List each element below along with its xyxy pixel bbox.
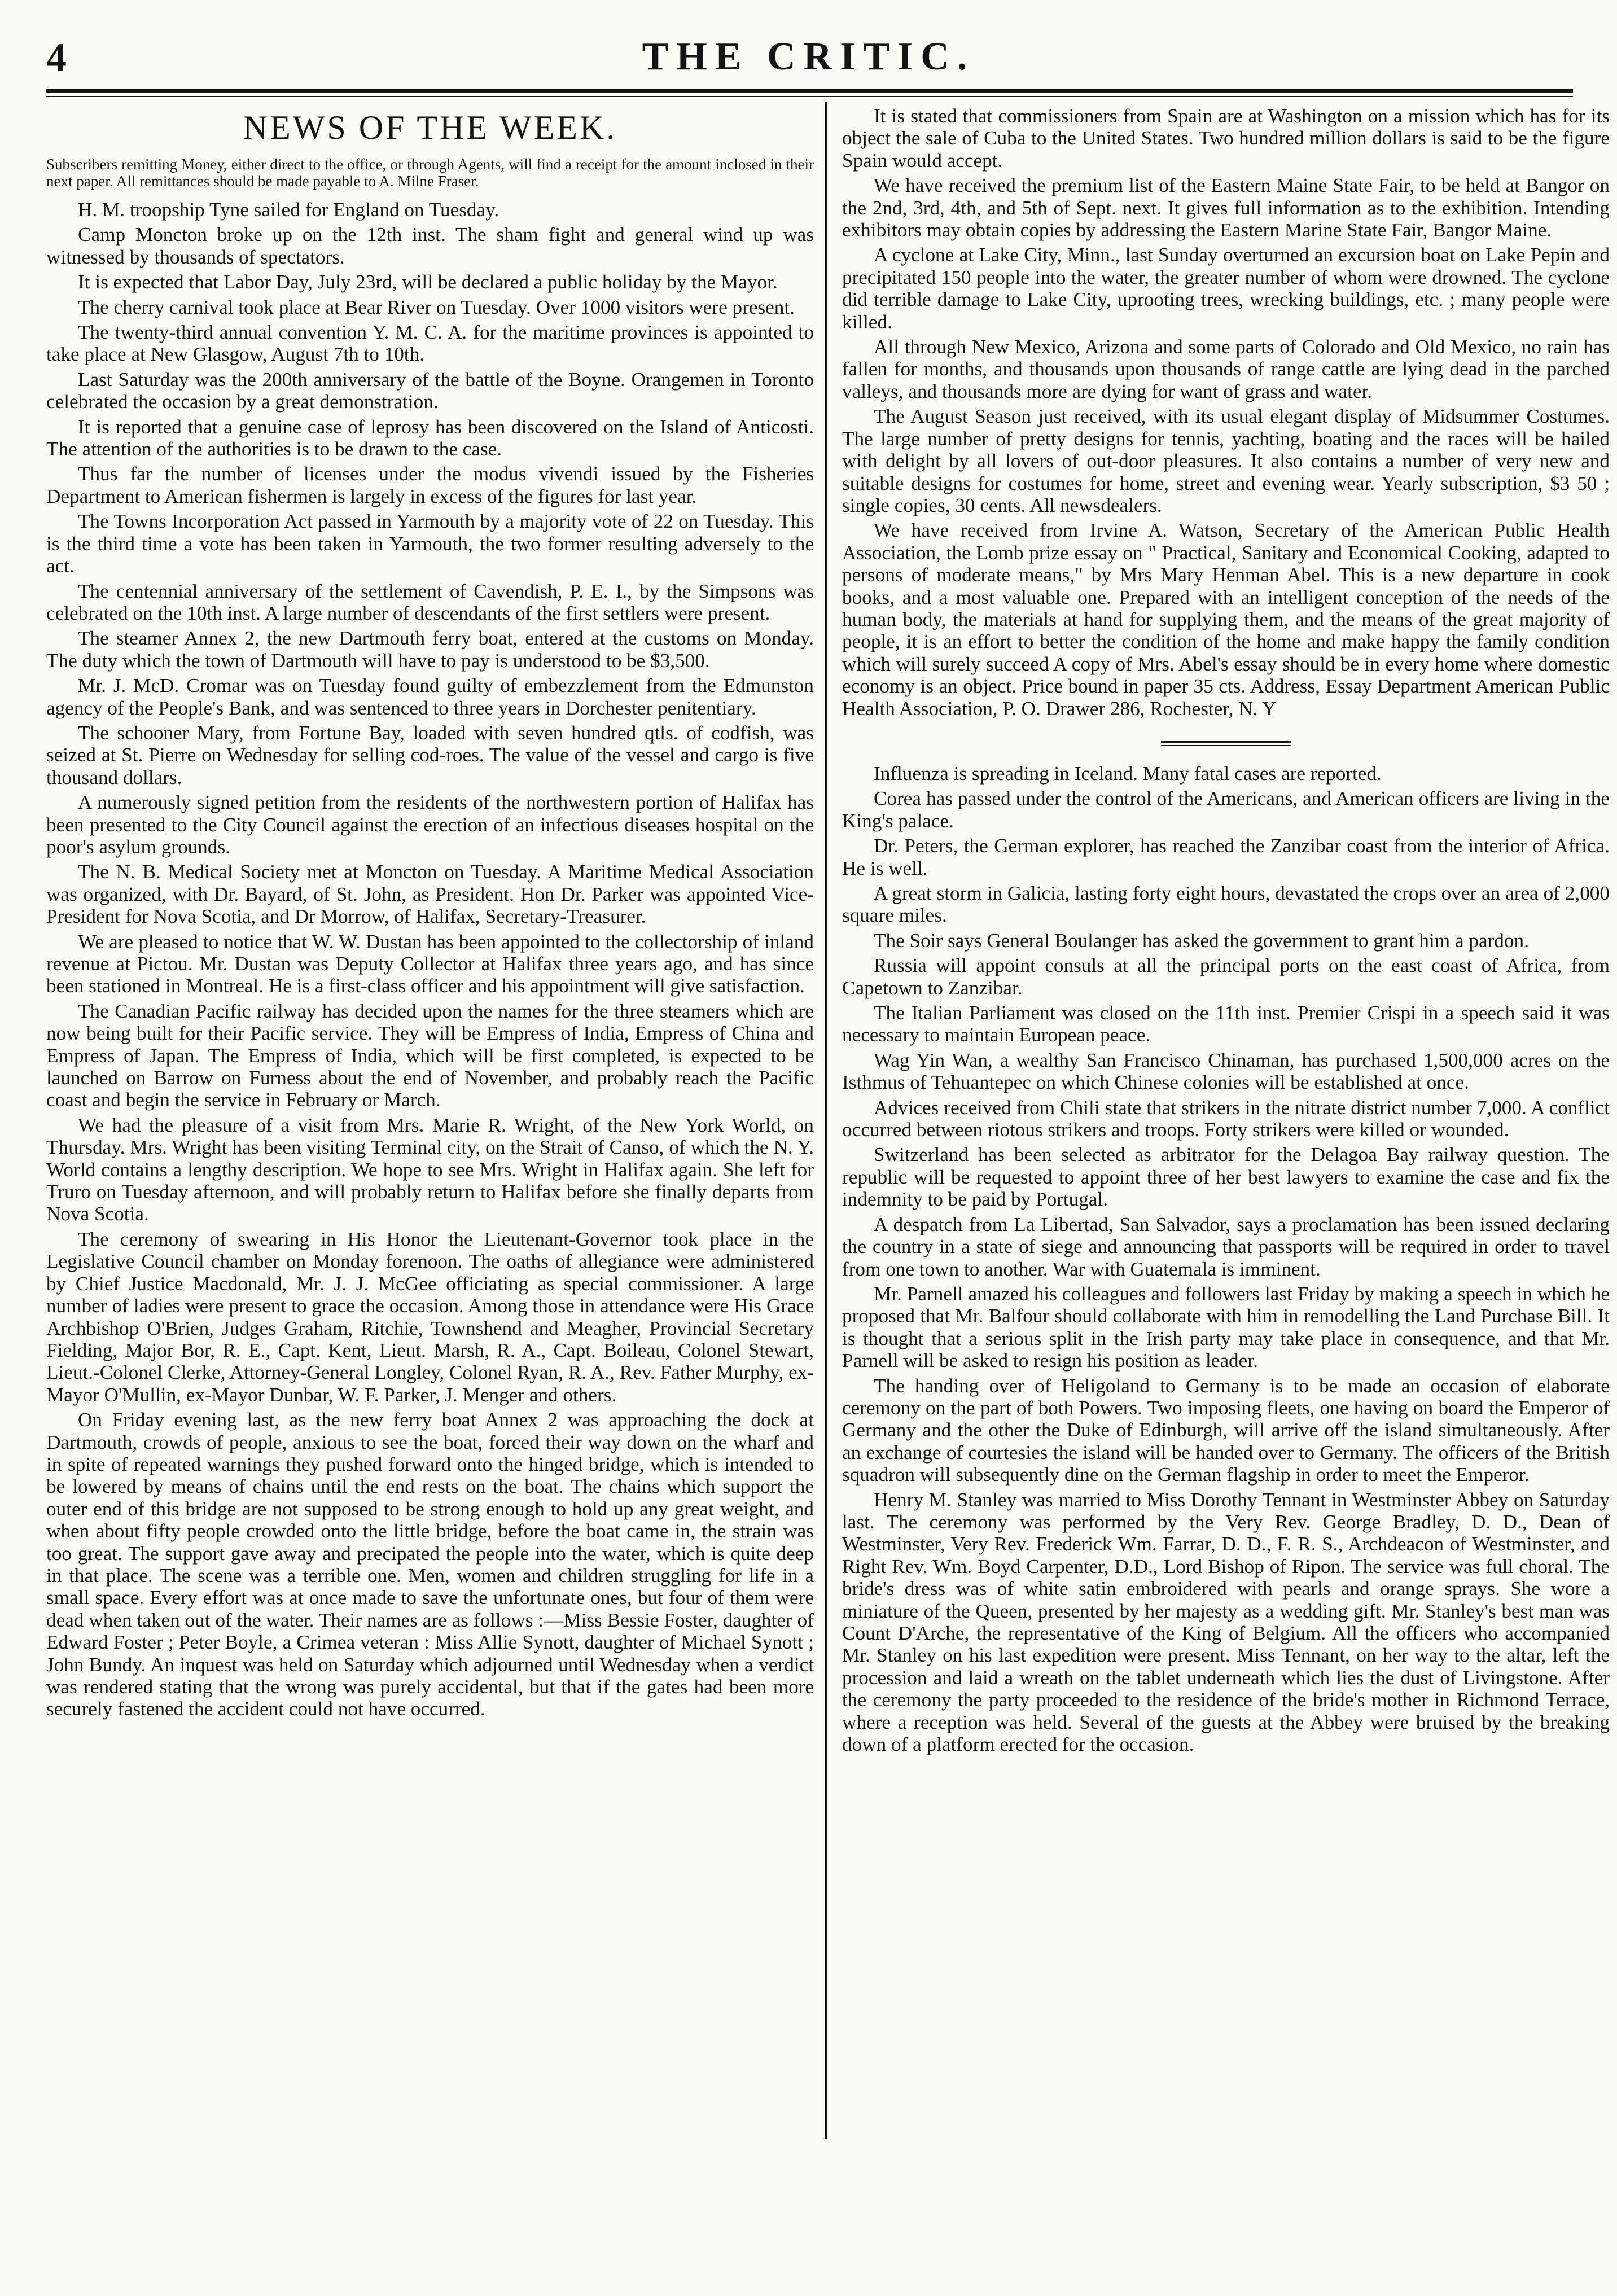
- news-item: The Towns Incorporation Act passed in Yarmouth by a majority vote of 22 on Tuesday. This is the third time a vote has been taken in Yarmouth, the two former resulting adversely to the act.: [46, 510, 814, 577]
- news-item: Advices received from Chili state that strikers in the nitrate district number 7,000. A conflict occurred between riotous strikers and troops. Forty strikers were killed or wounded.: [842, 1096, 1610, 1141]
- section-separator: [1161, 741, 1291, 743]
- section-title: NEWS OF THE WEEK.: [243, 109, 617, 146]
- news-item: Switzerland has been selected as arbitrator for the Delagoa Bay railway question. The republic will be requested to appoint three of her best lawyers to examine the case and fix the indemnity to be paid by Portugal.: [842, 1143, 1610, 1211]
- news-item: H. M. troopship Tyne sailed for England on Tuesday.: [78, 199, 499, 221]
- news-item: It is reported that a genuine case of leprosy has been discovered on the Island of Anticosti. The attention of the authorities is to be drawn to the case.: [46, 415, 814, 461]
- header-rule: [46, 89, 1573, 93]
- right-column: [842, 105, 1610, 1758]
- news-item: Mr. J. McD. Cromar was on Tuesday found guilty of embezzlement from the Edmunston agency of the People's Bank, and was sentenced to three years in Dorchester penitentiary.: [46, 674, 814, 719]
- page-number: 4: [46, 35, 67, 80]
- news-item: The centennial anniversary of the settlement of Cavendish, P. E. I., by the Simpsons was celebrated on the 10th inst. A large number of descendants of the first settlers were present.: [46, 580, 814, 624]
- news-item: A despatch from La Libertad, San Salvador, says a proclamation has been issued declaring the country in a state of siege and announcing that passports will be required in order to travel from one town to another. War with Guatemala is imminent.: [842, 1213, 1610, 1280]
- news-item: Thus far the number of licenses under the modus vivendi issued by the Fisheries Department to American fishermen is largely in excess of the figures for last year.: [46, 463, 814, 507]
- left-news-items: [46, 199, 814, 1720]
- column-divider: [825, 102, 827, 2139]
- news-item: Last Saturday was the 200th anniversary of the battle of the Boyne. Orangemen in Toronto celebrated the occasion by a great demonstration.: [46, 368, 814, 413]
- news-item: A great storm in Galicia, lasting forty eight hours, devastated the crops over an area of 2,000 square miles.: [842, 882, 1610, 927]
- news-item: Mr. Parnell amazed his colleagues and followers last Friday by making a speech in which he proposed that Mr. Balfour should collaborate with him in remodelling the Land Purchase Bill. It is thought that a serious split in the Irish party may take place in consequence, and that Mr. Parnell will be asked to resign his position as leader.: [842, 1282, 1610, 1372]
- news-item: It is stated that commissioners from Spain are at Washington on a mission which has for its object the sale of Cuba to the United States. Two hundred million dollars is said to be the figure Spain would accept.: [842, 105, 1610, 172]
- news-item: All through New Mexico, Arizona and some parts of Colorado and Old Mexico, no rain has fallen for months, and thousands upon thousands of range cattle are lying dead in the parched valleys, and thousands more are dying for want of grass and water.: [842, 336, 1610, 402]
- news-item: Wag Yin Wan, a wealthy San Francisco Chinaman, has purchased 1,500,000 acres on the Isthmus of Tehuantepec on which Chinese colonies will be established at once.: [842, 1049, 1610, 1094]
- header-rule-thin: [46, 96, 1573, 97]
- news-item: A cyclone at Lake City, Minn., last Sunday overturned an excursion boat on Lake Pepin and precipitated 150 people into the water, the greater number of whom were drowned. The cyclone did terrible damage to Lake City, uprooting trees, wrecking buildings, etc. ; many people were killed.: [842, 244, 1610, 333]
- news-item: Dr. Peters, the German explorer, has reached the Zanzibar coast from the interior of Africa. He is well.: [842, 835, 1610, 879]
- news-item: The August Season just received, with its usual elegant display of Midsummer Costumes. The large number of pretty designs for tennis, yachting, boating and the races will be hailed with delight by all lovers of out-door pleasures. It also contains a number of very new and suitable designs for costumes for home, street and evening wear. Yearly subscription, $3 50 ; single copies, 30 cents. All newsdealers.: [842, 405, 1610, 516]
- news-item: The Canadian Pacific railway has decided upon the names for the three steamers which are now being built for their Pacific service. They will be Empress of India, Empress of China and Empress of Japan. The Empress of India, which will be first completed, is expected to be launched on Barrow on Furness about the end of November, and probably reach the Pacific coast and begin the service in February or March.: [46, 1000, 814, 1111]
- subscriber-notice: Subscribers remitting Money, either direct to the office, or through Agents, will find a receipt for the amount inclosed in their next paper. All remittances should be made payable to A. Milne Fraser.: [46, 156, 814, 190]
- news-item: The Soir says General Boulanger has asked the government to grant him a pardon.: [874, 929, 1529, 952]
- news-item: The twenty-third annual convention Y. M. C. A. for the maritime provinces is appointed to take place at New Glasgow, August 7th to 10th.: [46, 321, 814, 366]
- news-item: We had the pleasure of a visit from Mrs. Marie R. Wright, of the New York World, on Thursday. Mrs. Wright has been visiting Terminal city, on the Strait of Canso, of which the N. Y. World contains a lengthy description. We hope to see Mrs. Wright in Halifax again. She left for Truro on Tuesday afternoon, and will probably return to Halifax before she finally departs from Nova Scotia.: [46, 1114, 814, 1225]
- news-item: We have received from Irvine A. Watson, Secretary of the American Public Health Association, the Lomb prize essay on " Practical, Sanitary and Economical Cooking, adapted to persons of moderate means," by Mrs Mary Henman Abel. This is a new departure in cook books, and a most valuable one. Prepared with an intelligent conception of the needs of the human body, the materials at hand for supplying them, and the means of the great majority of people, it is an effort to better the condition of the home and make happy the family condition which will surely succeed A copy of Mrs. Abel's essay should be in every home where domestic economy is an object. Price bound in paper 35 cts. Address, Essay Department American Public Health Association, P. O. Drawer 286, Rochester, N. Y: [842, 519, 1610, 720]
- news-item: Corea has passed under the control of the Americans, and American officers are living in the King's palace.: [842, 787, 1610, 832]
- masthead-title: THE CRITIC.: [642, 35, 975, 78]
- news-item: The steamer Annex 2, the new Dartmouth ferry boat, entered at the customs on Monday. The duty which the town of Dartmouth will have to pay is understood to be $3,500.: [46, 627, 814, 672]
- news-item: The ceremony of swearing in His Honor the Lieutenant-Governor took place in the Legislative Council chamber on Monday forenoon. The oaths of allegiance were administered by Chief Justice Macdonald, Mr. J. J. McGee officiating as special commissioner. A large number of ladies were present to grace the occasion. Among those in attendance were His Grace Archbishop O'Brien, Judges Graham, Ritchie, Townshend and Meagher, Provincial Secretary Fielding, Major Bor, R. E., Capt. Kent, Lieut. Marsh, R. A., Capt. Boileau, Colonel Stewart, Lieut.-Colonel Clerke, Attorney-General Longley, Colonel Ryan, R. A., Rev. Father Murphy, ex-Mayor O'Mullin, ex-Mayor Dunbar, W. F. Parker, J. Menger and others.: [46, 1228, 814, 1406]
- news-item: A numerously signed petition from the residents of the northwestern portion of Halifax has been presented to the City Council against the erection of an infectious diseases hospital on the poor's asylum grounds.: [46, 791, 814, 858]
- news-item: The N. B. Medical Society met at Moncton on Tuesday. A Maritime Medical Association was organized, with Dr. Bayard, of St. John, as President. Hon Dr. Parker was appointed Vice-President for Nova Scotia, and Dr Morrow, of Halifax, Secretary-Treasurer.: [46, 861, 814, 928]
- news-item: The cherry carnival took place at Bear River on Tuesday. Over 1000 visitors were present.: [78, 296, 795, 318]
- news-item: Russia will appoint consuls at all the principal ports on the east coast of Africa, from Capetown to Zanzibar.: [842, 954, 1610, 999]
- section-separator-thin: [1161, 745, 1291, 746]
- news-item: On Friday evening last, as the new ferry boat Annex 2 was approaching the dock at Dartmouth, crowds of people, anxious to see the boat, forced their way down on the wharf and in spite of repeated warnings they pushed forward onto the hinged bridge, which is intended to be lowered by means of chains until the end rests on the boat. The chains which support the outer end of this bridge are not supposed to be strong enough to hold up any great weight, and when about fifty people crowded onto the little bridge, before the boat came in, the strain was too great. The support gave away and precipated the people into the water, which is quite deep in that place. The scene was a terrible one. Men, women and children struggling for life in a small space. Every effort was at once made to save the unfortunate ones, but four of them were dead when taken out of the water. Their names are as follows :—Miss Bessie Foster, daughter of Edward Foster ; Peter Boyle, a Crimea veteran : Miss Allie Synott, daughter of Michael Synott ; John Bundy. An inquest was held on Saturday which adjourned until Wednesday when a verdict was rendered stating that the wrong was purely accidental, but that if the gates had been more securely fastened the accident could not have occurred.: [46, 1409, 814, 1720]
- news-item: Henry M. Stanley was married to Miss Dorothy Tennant in Westminster Abbey on Saturday last. The ceremony was performed by the Very Rev. George Bradley, D. D., Dean of Westminster, Very Rev. Frederick Wm. Farrar, D. D., F. R. S., Archdeacon of Westminster, and Right Rev. Wm. Boyd Carpenter, D.D., Lord Bishop of Ripon. The service was full choral. The bride's dress was of white satin embroidered with pearls and orange sprays. She wore a miniature of the Queen, presented by her majesty as a wedding gift. Mr. Stanley's best man was Count D'Arche, the representative of the King of Belgium. All the officers who accompanied Mr. Stanley on his last expedition were present. Miss Tennant, on her way to the altar, left the procession and laid a wreath on the tablet underneath which lies the dust of Livingstone. After the ceremony the party proceeded to the residence of the bride's mother in Richmond Terrace, where a reception was held. Several of the guests at the Abbey were bruised by the breaking down of a platform erected for the occasion.: [842, 1488, 1610, 1756]
- news-item: The Italian Parliament was closed on the 11th inst. Premier Crispi in a speech said it was necessary to maintain European peace.: [842, 1002, 1610, 1046]
- news-item: We have received the premium list of the Eastern Maine State Fair, to be held at Bangor on the 2nd, 3rd, 4th, and 5th of Sept. next. It gives full information as to the exhibition. Intending exhibitors may obtain copies by addressing the Eastern Marine State Fair, Bangor Maine.: [842, 174, 1610, 242]
- right-news-items-top: [842, 105, 1610, 720]
- news-item: We are pleased to notice that W. W. Dustan has been appointed to the collectorship of inland revenue at Pictou. Mr. Dustan was Deputy Collector at Halifax three years ago, and has since been stationed in Montreal. He is a first-class officer and his appointment will give satisfaction.: [46, 930, 814, 997]
- news-item: Influenza is spreading in Iceland. Many fatal cases are reported.: [874, 762, 1382, 785]
- left-column: [46, 105, 814, 1723]
- news-item: The schooner Mary, from Fortune Bay, loaded with seven hundred qtls. of codfish, was seized at St. Pierre on Wednesday for selling cod-roes. The value of the vessel and cargo is five thousand dollars.: [46, 721, 814, 788]
- right-news-items-bottom: [842, 763, 1610, 1755]
- news-item: It is expected that Labor Day, July 23rd, will be declared a public holiday by the Mayor.: [78, 271, 778, 293]
- news-item: The handing over of Heligoland to Germany is to be made an occasion of elaborate ceremony on the part of both Powers. Two imposing fleets, one having on board the Emperor of Germany and the other the Duke of Edinburgh, will arrive off the island simultaneously. After an exchange of courtesies the island will be handed over to Germany. The officers of the British squadron will subsequently dine on the German flagship in order to meet the Emperor.: [842, 1374, 1610, 1486]
- news-item: Camp Moncton broke up on the 12th inst. The sham fight and general wind up was witnessed by thousands of spectators.: [46, 224, 814, 268]
